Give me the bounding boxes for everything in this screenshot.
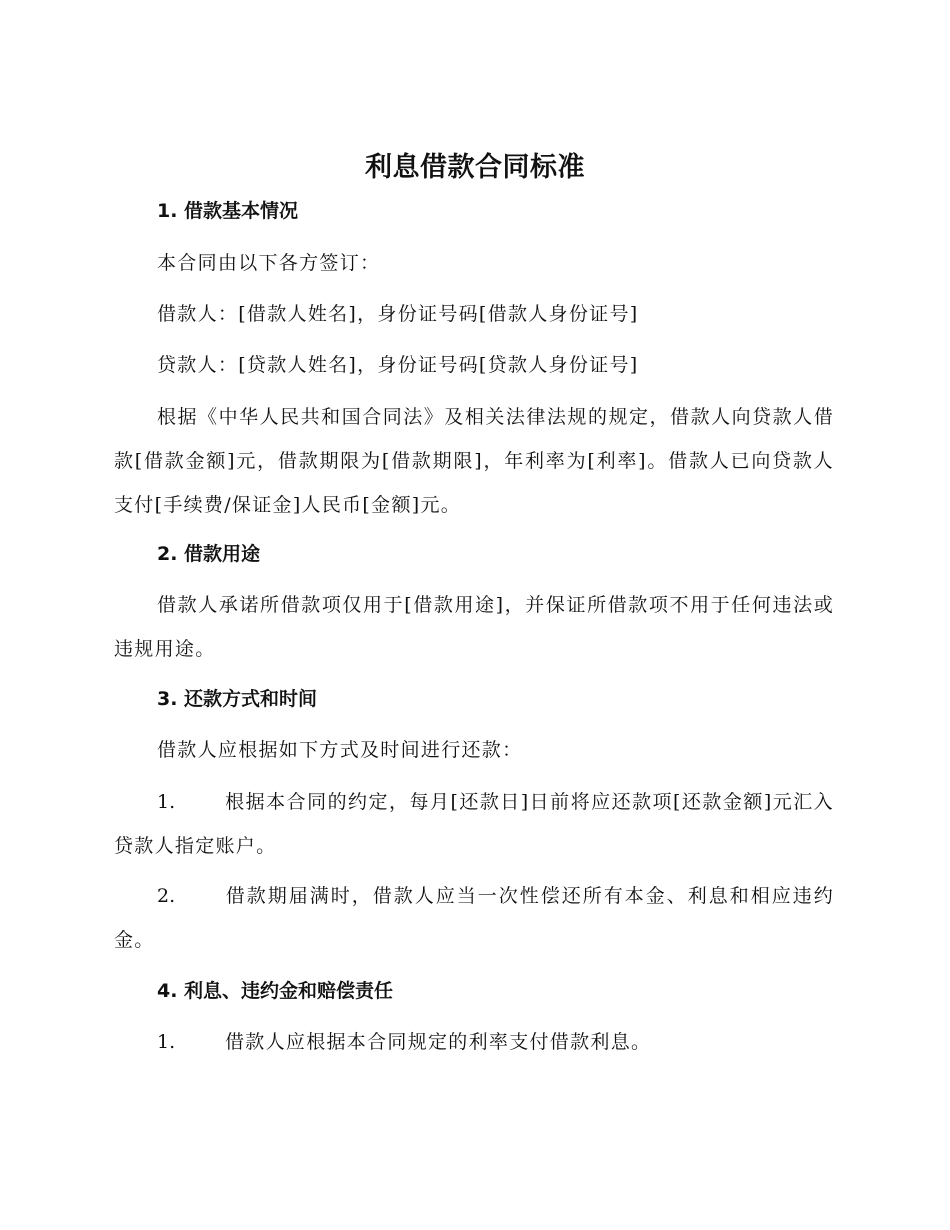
list-item-text: 根据本合同的约定，每月[还款日]日前将应还款项[还款金额]元汇入贷款人指定账户。 (114, 791, 834, 857)
section-1-intro: 本合同由以下各方签订： (157, 252, 381, 274)
list-item-text: 借款人应根据本合同规定的利率支付借款利息。 (225, 1031, 652, 1053)
borrower-line: 借款人：[借款人姓名]，身份证号码[借款人身份证号] (157, 303, 639, 325)
section-2-heading: 2. 借款用途 (157, 543, 261, 565)
section-3-heading: 3. 还款方式和时间 (157, 688, 318, 710)
list-item (114, 1020, 834, 1064)
section-2-body: 借款人承诺所借款项仅用于[借款用途]，并保证所借款项不用于任何违法或违规用途。 (114, 594, 834, 660)
lender-line: 贷款人：[贷款人姓名]，身份证号码[贷款人身份证号] (157, 354, 639, 376)
list-item-number: 2. (157, 885, 176, 907)
list-item-text: 借款期届满时，借款人应当一次性偿还所有本金、利息和相应违约金。 (114, 885, 834, 951)
list-item-number: 1. (157, 1031, 176, 1053)
section-1-heading: 1. 借款基本情况 (157, 200, 299, 222)
document-title: 利息借款合同标准 (365, 152, 585, 183)
section-3-intro: 借款人应根据如下方式及时间进行还款： (157, 739, 523, 761)
section-4-heading: 4. 利息、违约金和赔偿责任 (157, 980, 394, 1002)
list-item (114, 780, 834, 868)
section-1-body: 根据《中华人民共和国合同法》及相关法律法规的规定，借款人向贷款人借款[借款金额]元，借款期限为[借款期限]，年利率为[利率]。借款人已向贷款人支付[手续费/保证金]人民币[金额]元。 (114, 406, 834, 516)
list-item-number: 1. (157, 791, 176, 813)
list-item (114, 874, 834, 962)
